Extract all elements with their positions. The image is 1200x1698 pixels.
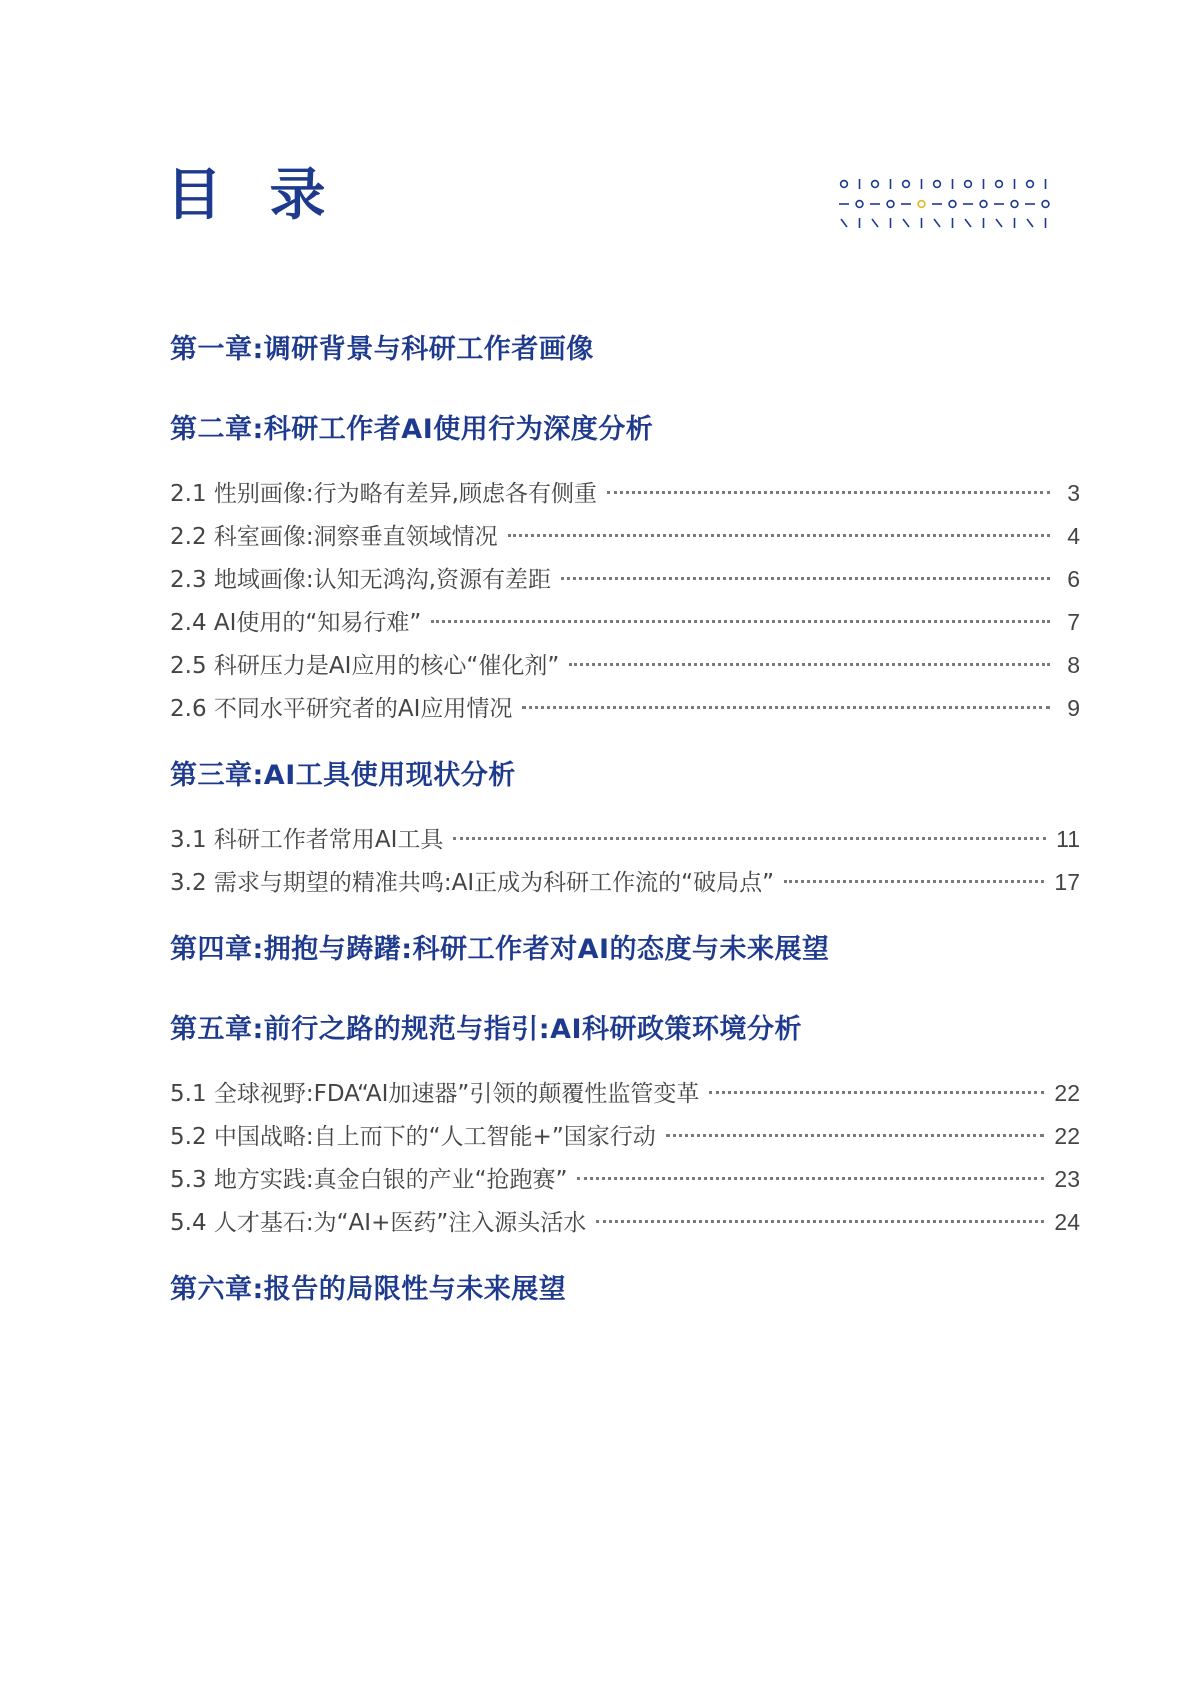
section-list bbox=[170, 818, 1080, 904]
toc-entry[interactable] bbox=[170, 861, 1080, 904]
binary-slash-mark bbox=[965, 219, 971, 227]
toc-page-number: 7 bbox=[1067, 609, 1080, 635]
toc-entry[interactable] bbox=[170, 1158, 1080, 1201]
binary-zero-mark bbox=[949, 201, 956, 208]
binary-zero-mark bbox=[918, 201, 925, 208]
chapter-heading[interactable]: 第三章:AI工具使用现状分析 bbox=[170, 760, 516, 791]
chapter-heading[interactable]: 第二章:科研工作者AI使用行为深度分析 bbox=[170, 414, 654, 445]
toc-page-number: 8 bbox=[1067, 652, 1080, 678]
dot-leader bbox=[569, 663, 1050, 666]
toc-page-number: 11 bbox=[1056, 826, 1080, 852]
chapter-heading[interactable]: 第五章:前行之路的规范与指引:AI科研政策环境分析 bbox=[170, 1014, 803, 1045]
page-title: 目 录 bbox=[166, 163, 340, 228]
binary-zero-mark bbox=[841, 181, 848, 188]
toc-entry-title: 5.2 中国战略:自上而下的“人工智能+”国家行动 bbox=[170, 1124, 656, 1150]
toc-page-number: 24 bbox=[1054, 1209, 1080, 1235]
binary-zero-mark bbox=[1027, 181, 1034, 188]
dot-leader bbox=[453, 837, 1046, 840]
section-list bbox=[170, 472, 1080, 730]
binary-zero-mark bbox=[934, 181, 941, 188]
toc-entry[interactable] bbox=[170, 515, 1080, 558]
toc-entry-title: 3.2 需求与期望的精准共鸣:AI正成为科研工作流的“破局点” bbox=[170, 870, 774, 896]
toc-page-number: 22 bbox=[1054, 1080, 1080, 1106]
dot-leader bbox=[709, 1091, 1044, 1094]
binary-slash-mark bbox=[1027, 219, 1033, 227]
binary-zero-mark bbox=[1042, 201, 1049, 208]
toc-entry-title: 2.3 地域画像:认知无鸿沟,资源有差距 bbox=[170, 567, 551, 593]
toc-page-number: 6 bbox=[1067, 566, 1080, 592]
binary-slash-mark bbox=[903, 219, 909, 227]
binary-slash-mark bbox=[996, 219, 1002, 227]
binary-zero-mark bbox=[872, 181, 879, 188]
toc-entry[interactable] bbox=[170, 558, 1080, 601]
toc-entry[interactable] bbox=[170, 1201, 1080, 1244]
dot-leader bbox=[596, 1220, 1044, 1223]
dot-leader bbox=[522, 706, 1050, 709]
binary-slash-mark bbox=[934, 219, 940, 227]
binary-zero-mark bbox=[903, 181, 910, 188]
toc-entry-title: 2.5 科研压力是AI应用的核心“催化剂” bbox=[170, 653, 560, 679]
section-list bbox=[170, 1072, 1080, 1244]
binary-zero-mark bbox=[965, 181, 972, 188]
toc-entry-title: 2.4 AI使用的“知易行难” bbox=[170, 610, 422, 636]
toc-entry[interactable] bbox=[170, 818, 1080, 861]
toc-entry[interactable] bbox=[170, 644, 1080, 687]
toc-entry[interactable] bbox=[170, 1072, 1080, 1115]
toc-page-number: 9 bbox=[1067, 695, 1080, 721]
binary-slash-mark bbox=[841, 219, 847, 227]
toc-page-number: 4 bbox=[1067, 523, 1080, 549]
toc-page-number: 23 bbox=[1054, 1166, 1080, 1192]
toc-entry-title: 5.4 人才基石:为“AI+医药”注入源头活水 bbox=[170, 1210, 587, 1236]
dot-leader bbox=[577, 1177, 1044, 1180]
toc-entry-title: 3.1 科研工作者常用AI工具 bbox=[170, 827, 444, 853]
toc-page-number: 22 bbox=[1054, 1123, 1080, 1149]
toc-page-number: 17 bbox=[1054, 869, 1080, 895]
toc-entry-title: 2.6 不同水平研究者的AI应用情况 bbox=[170, 696, 513, 722]
dot-leader bbox=[431, 620, 1050, 623]
chapter-heading[interactable]: 第四章:拥抱与踌躇:科研工作者对AI的态度与未来展望 bbox=[170, 934, 830, 965]
binary-zero-mark bbox=[980, 201, 987, 208]
dot-leader bbox=[666, 1134, 1045, 1137]
toc-entry[interactable] bbox=[170, 601, 1080, 644]
toc-entry[interactable] bbox=[170, 687, 1080, 730]
toc-entry-title: 2.2 科室画像:洞察垂直领域情况 bbox=[170, 524, 498, 550]
toc-entry-title: 2.1 性别画像:行为略有差异,顾虑各有侧重 bbox=[170, 481, 597, 507]
dot-leader bbox=[784, 880, 1044, 883]
binary-zero-mark bbox=[996, 181, 1003, 188]
binary-zero-mark bbox=[1011, 201, 1018, 208]
binary-zero-mark bbox=[887, 201, 894, 208]
dot-leader bbox=[607, 491, 1050, 494]
toc-entry[interactable] bbox=[170, 472, 1080, 515]
dot-leader bbox=[561, 577, 1050, 580]
binary-zero-mark bbox=[856, 201, 863, 208]
binary-pattern-decoration-icon bbox=[838, 176, 1068, 232]
toc-entry-title: 5.1 全球视野:FDA“AI加速器”引领的颠覆性监管变革 bbox=[170, 1081, 700, 1107]
table-of-contents bbox=[170, 330, 1080, 1310]
toc-entry[interactable] bbox=[170, 1115, 1080, 1158]
chapter-heading[interactable]: 第一章:调研背景与科研工作者画像 bbox=[170, 334, 594, 365]
toc-page-number: 3 bbox=[1067, 480, 1080, 506]
dot-leader bbox=[508, 534, 1050, 537]
chapter-heading[interactable]: 第六章:报告的局限性与未来展望 bbox=[170, 1274, 567, 1305]
toc-entry-title: 5.3 地方实践:真金白银的产业“抢跑赛” bbox=[170, 1167, 568, 1193]
binary-slash-mark bbox=[872, 219, 878, 227]
